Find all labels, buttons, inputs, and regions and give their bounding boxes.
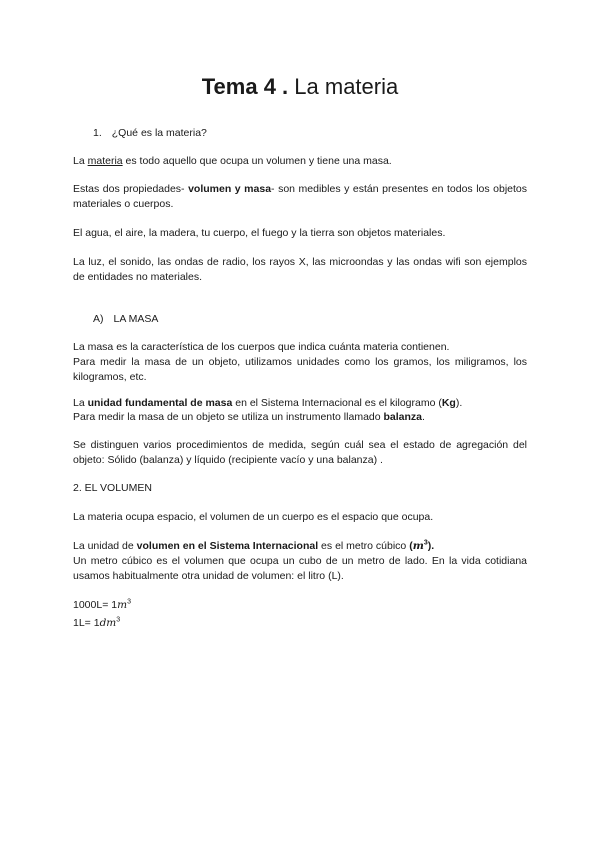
paragraph-metro-cubico: Un metro cúbico es el volumen que ocupa un cubo de un metro de lado. En la vida cotidiana usamos habitualmente otra unidad de volumen: el litro (L). (73, 555, 527, 582)
paragraph-properties: Estas dos propiedades- volumen y masa- son medibles y están presentes en todos los objetos materiales o cuerpos. (73, 183, 528, 210)
equation-1000l: $1000L= 1m^3$ (73, 598, 131, 611)
paragraph-balanza: Para medir la masa de un objeto se utiliza un instrumento llamado balanza. (73, 411, 425, 423)
equation-1l: $1L= 1dm^3$ (73, 616, 121, 629)
heading-text: ¿Qué es la materia? (111, 127, 207, 139)
paragraph-examples-material: El agua, el aire, la madera, tu cuerpo, el fuego y la tierra son objetos materiales. (73, 227, 446, 239)
bold-volumen-si: volumen en el Sistema Internacional (136, 540, 319, 552)
paragraph-masa-si-unit: La unidad fundamental de masa en el Sistema Internacional es el kilogramo (Kg). (73, 397, 463, 409)
heading-text: LA MASA (113, 313, 159, 325)
bold-unidad-masa: unidad fundamental de masa (87, 397, 233, 409)
section-heading-volumen: 2. EL VOLUMEN (73, 482, 152, 494)
paragraph-procedimientos: Se distinguen varios procedimientos de medida, según cuál sea el estado de agregación del objeto: Sólido (balanza) y líquido (recipiente vacío y una balanza) . (73, 439, 527, 466)
math-m-eq: m (117, 599, 128, 611)
bold-balanza: balanza (383, 411, 423, 423)
bold-volumen-masa: volumen y masa (188, 183, 272, 195)
paragraph-examples-non-material: La luz, el sonido, las ondas de radio, los rayos X, las microondas y las ondas wifi son ejemplos de entidades no materiales. (73, 256, 527, 283)
math-dm-eq: dm (99, 617, 117, 629)
page-title (0, 74, 600, 100)
heading-letter: A) (93, 313, 104, 325)
paragraph-masa-definition: La masa es la característica de los cuerpos que indica cuánta materia contienen. (73, 341, 450, 353)
title-bold: Tema 4 . (201, 74, 289, 99)
heading-number: 1. (93, 127, 102, 139)
paragraph-masa-units: Para medir la masa de un objeto, utilizamos unidades como los gramos, los miligramos, los kilogramos, etc. (73, 356, 527, 383)
paragraph-volumen-si-unit: La unidad de volumen en el Sistema Internacional es el metro cúbico $(m^3)$. (73, 539, 435, 552)
section-heading-masa (93, 312, 523, 327)
math-m: m (412, 540, 424, 552)
bold-kg: Kg (441, 397, 456, 409)
paragraph-definition: La materia es todo aquello que ocupa un volumen y tiene una masa. (73, 155, 392, 167)
term-materia: materia (87, 155, 123, 167)
title-rest: La materia (288, 74, 399, 99)
paragraph-volumen-definition: La materia ocupa espacio, el volumen de un cuerpo es el espacio que ocupa. (73, 511, 434, 523)
section-heading-1 (93, 126, 523, 141)
